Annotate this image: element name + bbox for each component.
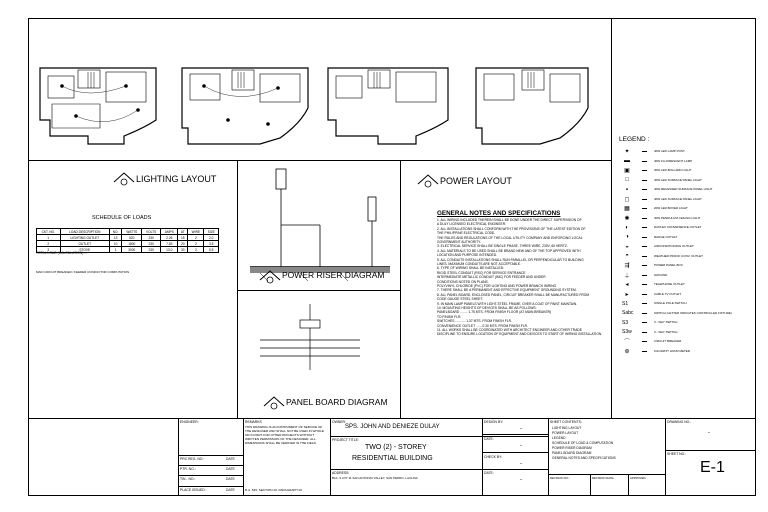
note-line: DISCIPLINE TO ENSURE LOCATION OF EQUIPMENT AND DEVICES TO START OF WIRING INSTALLATION. [437,332,603,337]
legend-symbol-icon: ◑ [625,234,629,240]
schedule-header-cell: SIZE [204,229,219,235]
schedule-header-cell: AMPS [161,229,178,235]
legend-dash [642,199,647,200]
panel-board-diagram [250,300,390,390]
legend-label: 40W LED LAMP POST [654,149,685,153]
legend-label: 3 - WAY SWITCH [654,320,678,324]
note-line: 8. ALL PANEL BOARD, ENCLOSED PANEL, CIRCUIT BREAKER SHALL BE MANUFACTURED FROM [437,292,590,297]
sheet-contents-label: SHEET CONTENTS: [550,420,582,424]
legend-item [620,319,750,327]
sheet-no-value: E-1 [700,459,725,476]
revision-date-label: REVISION DATE: [592,476,615,480]
legend-symbol-icon: ◻ [624,196,630,203]
legend-label: GROUND [654,272,668,277]
power-plan-ground [328,68,448,144]
lighting-plan-ground [40,68,156,144]
legend-symbol-icon: ▦ [624,206,630,212]
note-line: GOVERNMENT AUTHORITY. [437,240,481,244]
note-line: CONVENIENCE OUTLET ...... 0.30 MTS. FROM FINISH FLR. [437,323,528,328]
legend-symbol-icon: ◓ [625,253,629,259]
legend-symbol-icon: ✺ [624,215,630,222]
sheet-contents-item: LEGEND [552,436,566,440]
note-line: LOCATION AND PURPOSE INTENDED. [437,253,498,258]
legend-dash [642,180,647,181]
schedule-title: SCHEDULE OF LOADS [92,215,152,221]
legend-symbol-icon: ⇶ [624,263,630,269]
sheet-contents-item: GENERAL NOTES AND SPECIFICATIONS [552,456,616,460]
legend-label: 3 - WAY SWITCH [654,329,678,334]
note-line: 6. TYPE OF WIRING SHALL BE INSTALLED: [437,266,504,271]
legend-dash [642,256,647,257]
schedule-computation: MAIN CIRCUIT BREAKER / FEEDER CONDUCTOR COMPUTATION [36,270,130,274]
legend-symbol-icon: ⊛ [624,348,630,355]
lighting-plan-second [182,68,308,144]
schedule-header-cell: VOLTS [142,229,161,235]
legend-label: CABLE TV OUTLET [654,291,682,296]
legend-dash [642,170,647,171]
drawing-no-label: DRAWING NO.: [667,420,692,424]
legend-item [620,300,750,308]
legend-item [620,348,750,356]
note-line: 3. ELECTRICAL SERVICE SHALL BE SINGLE PHASE, THREE WIRE, 230V, 60 HERTZ. [437,244,568,249]
legend-item [620,215,750,223]
project-line1: TWO (2) - STOREY [365,444,427,451]
schedule-header-cell: LOAD DESCRIPTION [60,229,109,235]
titleblock-divider [28,418,756,419]
power-riser-title: POWER RISER DIAGRAM [282,270,385,280]
schedule-header-cell: WIRE [188,229,204,235]
remarks-text: THIS DRAWING IS AN INSTRUMENT OF SERVICE OF THE DESIGNER AND SHALL NOT BE USED IN WHOLE OR IN PART FOR OTHER PROJECTS WITHOUT WRITTEN PERMISSION OF THE DESIGNER. ALL DIMENSIONS SHALL BE VERIFIED IN THE FIELD. [245,425,324,445]
legend-symbol-icon: □ [625,177,629,183]
legend-item [620,329,750,337]
lighting-title-icon [112,170,136,186]
place-label: PLACE ISSUED: [180,488,206,492]
legend-item [620,291,750,299]
legend-symbol-icon: ▣ [624,168,630,174]
note-line: 7. THERE SHALL BE A PERMANENT AND EFFECTIVE EQUIPMENT GROUNDING SYSTEM. [437,288,577,293]
note-line: 1. ALL WIRING INCLUDED THEREIN SHALL BE DONE UNDER THE DIRECT SUPERVISION OF [437,218,582,222]
legend-symbol-icon: ▬ [624,158,630,164]
legend-symbol-icon: ◒ [625,243,629,250]
note-line: PANELBOARD ........ 1.75 MTS. FROM FINISH FLOOR (AT MAIN BREAKER) [437,310,552,315]
note-line: 2. ALL INSTALLATIONS SHALL CONFORM WITH THE PROVISIONS OF THE LATEST EDITION OF [437,226,586,231]
legend-dash [642,303,647,304]
panel-title-icon [262,394,286,410]
date-value-b: - [520,477,522,483]
legend-item [620,281,750,289]
date-label-b: DATE: [484,471,494,475]
legend-label: DUPLEX CONVENIENCE OUTLET [654,225,702,229]
remarks-footer: R.A. 545, SECTION 20, PARAGRAPH 04 [245,488,303,492]
legend-dash [642,284,647,285]
note-line: 10. MOUNTING HEIGHTS OF DEVICES SHALL BE AS FOLLOWS: [437,306,537,310]
legend-label: 40W FLUORESCENT LAMP [654,158,693,163]
prc-label: PRC REG. NO.: [180,457,205,461]
legend-dash [642,246,647,247]
sheet-contents-item: LIGHTING LAYOUT [552,426,582,430]
date-value: - [520,443,522,449]
approved-label: APPROVED: [630,476,647,480]
legend-dash [642,275,647,276]
riser-title-icon [258,268,282,284]
lighting-layout-title: LIGHTING LAYOUT [136,174,217,184]
col-divider-2 [400,160,401,418]
date-label-1: DATE [226,457,235,461]
notes-title: GENERAL NOTES AND SPECIFICATIONS [437,210,561,217]
legend-label: 40W LED SURFACE PANEL LIGHT [654,196,702,201]
legend-label: 20W LED BOXED LIGHT [654,206,688,210]
legend-title: LEGEND : [619,136,650,143]
legend-symbol-icon: ⏚ [623,273,630,280]
legend-symbol-icon: ▪ [625,186,629,193]
note-line: RIGID STEEL CONDUIT (RSC) FOR SERVICE ENTRANCE [437,270,526,275]
legend-item [620,310,750,318]
note-line: LINES. MAXIMUM CONDUITS ARE NOT ACCEPTABLE. [437,262,521,266]
note-line: INTERMEDIATE METALLIC CONDUIT (IMC) FOR FEEDER AND UNDER [437,275,546,280]
note-line: 5. ALL CONDUITS INSTALLATIONS SHALL RUN PARALLEL OR PERPENDICULAR TO BUILDING [437,257,584,262]
plans-divider [28,160,611,161]
panel-board-title: PANEL BOARD DIAGRAM [286,397,388,407]
date-label: DATE: [484,437,494,441]
note-line: CODE GAUGE STEEL SHEET. [437,297,484,302]
check-by-label: CHECK BY: [484,455,503,459]
drawing-no-value: - [708,430,710,436]
schedule-header-cell: NO. [109,229,121,235]
sheet-contents-item: SCHEDULE OF LOAD & COMPUTATION [552,441,614,445]
legend-item [620,167,750,175]
legend-label: AIRCONDITIONING OUTLET [654,244,694,248]
check-by-value: - [520,461,522,467]
note-line: A DULY LICENSED ELECTRICAL ENGINEER. [437,222,507,227]
legend-label: RANGE OUTLET [654,234,678,239]
legend-item [620,243,750,251]
legend-dash [642,208,647,209]
legend-item [620,338,750,346]
legend-item [620,158,750,166]
legend-dash [642,294,647,295]
legend-symbol-icon: Sabc [622,310,634,316]
power-plan-second [476,68,588,144]
legend-label: 40W LED SURFACE PANEL LIGHT [654,177,702,182]
sheet-contents-item: POWER RISER DIAGRAM [552,446,592,450]
schedule-header-cell: WATTS [122,229,142,235]
legend-dash [642,151,647,152]
riser-divider [237,290,400,291]
power-title-icon [416,172,440,188]
date-label-2: DATE [226,467,235,471]
legend-item [620,177,750,185]
legend-dash [642,313,647,314]
legend-item [620,224,750,232]
legend-dash [642,341,647,342]
sheet-no-label: SHEET NO.: [667,452,687,456]
col-divider-1 [237,160,238,418]
ptr-label: PTR. NO.: [180,467,196,471]
note-line: 9. IN MAIN LAMP PANELS WITH LIGHT-STEEL FRAME, OVER A COAT OF PAINT MAINTAIN. [437,301,578,306]
sheet-contents-item: POWER LAYOUT [552,431,579,435]
project-line2: RESIDENTIAL BUILDING [352,455,433,462]
legend-dash [642,161,647,162]
note-line: 11. ALL WORKS SHALL BE COORDINATED WITH ARCHITECT ENGINEER AND OTHER TRADE [437,328,582,332]
legend-label: SWITCH (LETTER INDICATES CONTROLLED FIXTURE) [654,310,732,315]
note-line: THE RULES AND REGULATIONS OF THE LOCAL UTILITY COMPANY AND ENFORCING LOCAL [437,235,583,240]
legend-label: TELEPHONE OUTLET [654,282,685,286]
legend-label: SINGLE POLE SWITCH [654,301,687,305]
legend-item [620,234,750,242]
legend-symbol-icon: ⌒ [623,340,630,346]
date-label-4: DATE [226,488,235,492]
note-line: THE PHILIPPINE ELECTRICAL CODE. [437,231,496,236]
legend-item [620,186,750,194]
legend-symbol-icon: S1 [622,300,629,307]
legend-item [620,196,750,204]
revision-label: REVISION NO.: [550,476,570,480]
legend-dash [642,351,647,352]
sheet-contents-item: PANEL BOARD DIAGRAM [552,451,592,455]
legend-item [620,148,750,156]
tin-label: TIN - NO.: [180,477,196,481]
legend-label: KILOWATT HOUR METER [654,348,690,353]
note-line: SWITCHES ........... 1.37 MTS. FROM FINISH FLR. [437,319,512,324]
remarks-label: REMARKS [245,420,262,424]
schedule-header-cell: AT [178,229,188,235]
legend-label: 40W RECESSED SURFACE PANEL LIGHT [654,187,713,191]
legend-dash [642,227,647,228]
legend-dash [642,237,647,238]
design-by-value: - [520,426,522,432]
schedule-header-cell: CKT. NO. [37,229,61,235]
engineer-label: ENGINEER: [180,420,199,424]
schedule-table: CKT. NO. LOAD DESCRIPTION NO. WATTS VOLTS AMPS AT WIRE SIZE 1 LIGHTING OUTLET 13 520 230 2.26 15 2 2.0 2 OUTLET 10 1800 230 7.83 20 2 3.5 3 STOVE 1 3000 230 13.0 30 2 5.5 [36,228,219,253]
legend-symbol-icon: ▸ [625,291,629,298]
legend-symbol-icon: S3w [622,329,632,335]
note-line: TO FINISH FLR. [437,314,462,319]
legend-dash [642,218,647,219]
project-label: PROJECT TITLE: [332,438,359,442]
legend-item [620,272,750,280]
legend-label: 30W LED BOLLARD LIGHT [654,168,692,172]
legend-symbol-icon: S3 [622,319,629,326]
legend-dash [642,189,647,190]
legend-label: CIRCUIT BREAKER [654,339,682,343]
legend-symbol-icon: ◂ [625,282,629,288]
legend-label: POWER PANEL BOX [654,263,683,267]
schedule-total: TOTAL LOAD (CALCULATION) ... [36,251,88,255]
note-line: CONDITIONS NOTED ON PLANS. [437,279,489,284]
legend-label: WEATHER PROOF CONV. OUTLET [654,253,704,258]
legend-item [620,205,750,213]
address: BLK. 3 LOT 11 SAN ANTONIO VALLEY, SAN PEDRO, LAGUNA [332,476,418,480]
legend-item [620,262,750,270]
owner-name: SPS. JOHN AND DENIEZE DULAY [345,424,440,430]
design-by-label: DESIGN BY: [484,420,504,424]
address-label: ADDRESS: [332,471,350,475]
floor-plans [28,40,611,150]
legend-dash [642,322,647,323]
owner-label: OWNER: [332,420,346,424]
legend-divider [611,18,612,418]
legend-symbol-icon: ✦ [624,149,630,155]
legend-item [620,253,750,261]
note-line: 4. ALL MATERIALS TO BE USED SHALL BE BRAND NEW AND OF THE TOP APPROVED WITH [437,248,581,253]
power-layout-title: POWER LAYOUT [440,176,512,186]
note-line: POLYVINYL CHLORIDE (PVC) FOR LIGHTING AND POWER BRANCH WIRING [437,284,557,288]
legend-dash [642,332,647,333]
legend-symbol-icon: ◐ [625,224,629,231]
legend-dash [642,265,647,266]
date-label-3: DATE [226,477,235,481]
legend-label: 40W PENDULUM CEILING LIGHT [654,215,701,220]
